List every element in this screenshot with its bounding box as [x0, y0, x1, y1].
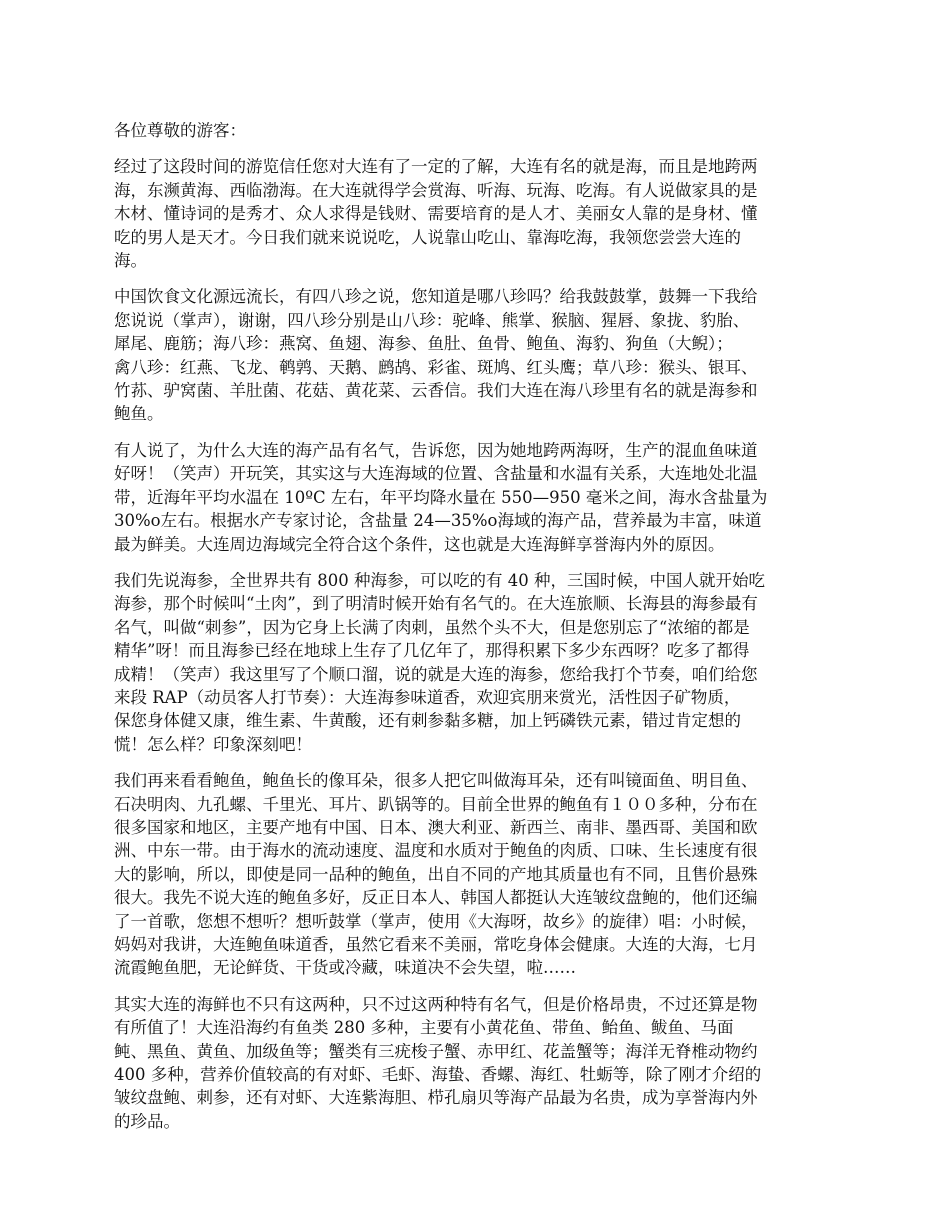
- paragraph-other-seafood: [114, 993, 840, 1133]
- text-line: 好呀！（笑声）开玩笑，其实这与大连海域的位置、含盐量和水温有关系，大连地处北温: [114, 464, 758, 484]
- text-line: 我们再来看看鲍鱼，鲍鱼长的像耳朵，很多人把它叫做海耳朵，还有叫镜面鱼、明目鱼、: [114, 771, 758, 791]
- text-line: 400 多种，营养价值较高的有对虾、毛虾、海蛰、香螺、海红、牡蛎等，除了刚才介绍的: [114, 1065, 762, 1085]
- text-line: 保您身体健又康，维生素、牛黄酸，还有刺参黏多糖，加上钙磷铁元素，错过肯定想的: [114, 711, 741, 731]
- paragraph-sea-conditions: [114, 439, 840, 556]
- text-line: 来段 RAP（动员客人打节奏）：大连海参味道香，欢迎宾朋来赏光，活性因子矿物质，: [114, 687, 741, 707]
- text-line: 大的影响，所以，即使是同一品种的鲍鱼，出自不同的产地其质量也有不同，且售价悬殊: [114, 864, 758, 884]
- paragraph-intro: [114, 155, 840, 272]
- text-line: 鲍鱼。: [114, 404, 164, 424]
- text-line: 木材、懂诗词的是秀才、众人求得是钱财、需要培育的是人才、美丽女人靠的是身材、懂: [114, 204, 758, 224]
- paragraph-eight-delicacies: [114, 285, 840, 425]
- text-line: 皱纹盘鲍、刺参，还有对虾、大连紫海胆、栉孔扇贝等海产品最为名贵，成为享誉海内外: [114, 1088, 758, 1108]
- greeting: 各位尊敬的游客：: [114, 121, 246, 140]
- text-line: 海，东濒黄海、西临渤海。在大连就得学会赏海、听海、玩海、吃海。有人说做家具的是: [114, 180, 758, 200]
- text-line: 成精！（笑声）我这里写了个顺口溜，说的就是大连的海参，您给我打个节奏，咱们给您: [114, 664, 758, 684]
- text-line: 中国饮食文化源远流长，有四八珍之说，您知道是哪八珍吗？给我鼓鼓掌，鼓舞一下我给: [114, 287, 758, 307]
- text-line: 石决明肉、九孔螺、千里光、耳片、趴锅等的。目前全世界的鲍鱼有１００多种，分布在: [114, 794, 758, 814]
- text-line: 吃的男人是天才。今日我们就来说说吃，人说靠山吃山、靠海吃海，我领您尝尝大连的: [114, 227, 741, 247]
- text-line: 禽八珍：红燕、飞龙、鹌鹑、天鹅、鹧鸪、彩雀、斑鸠、红头鹰；草八珍：猴头、银耳、: [114, 357, 758, 377]
- text-line: 其实大连的海鲜也不只有这两种，只不过这两种特有名气，但是价格昂贵，不过还算是物: [114, 994, 758, 1014]
- text-line: 鲀、黑鱼、黄鱼、加级鱼等；蟹类有三疣梭子蟹、赤甲红、花盖蟹等；海洋无脊椎动物约: [114, 1041, 758, 1061]
- text-line: 很多国家和地区，主要产地有中国、日本、澳大利亚、新西兰、南非、墨西哥、美国和欧: [114, 817, 758, 837]
- text-line: 有所值了！大连沿海约有鱼类 280 多种，主要有小黄花鱼、带鱼、鲐鱼、鲅鱼、马面: [114, 1018, 734, 1038]
- text-line: 带，近海年平均水温在 10ºC 左右，年平均降水量在 550—950 毫米之间，海水含盐量为: [114, 487, 768, 507]
- text-line: 经过了这段时间的游览信任您对大连有了一定的了解，大连有名的就是海，而且是地跨两: [114, 157, 758, 177]
- text-line: 流霞鲍鱼肥，无论鲜货、干货或冷藏，味道决不会失望，啦……: [114, 958, 576, 978]
- text-line: 您说说（掌声），谢谢，四八珍分别是山八珍：驼峰、熊掌、猴脑、猩唇、象拢、豹胎、: [114, 310, 750, 330]
- text-line: 洲、中东一带。由于海水的流动速度、温度和水质对于鲍鱼的肉质、口味、生长速度有很: [114, 841, 758, 861]
- text-line: 了一首歌，您想不想听？想听鼓掌（掌声，使用《大海呀，故乡》的旋律）唱：小时候，: [114, 911, 758, 931]
- text-line: 妈妈对我讲，大连鲍鱼味道香，虽然它看来不美丽，常吃身体会健康。大连的大海，七月: [114, 935, 758, 954]
- text-line: 最为鲜美。大连周边海域完全符合这个条件，这也就是大连海鲜享誉海内外的原因。: [114, 534, 725, 554]
- text-line: 精华”呀！而且海参已经在地球上生存了几亿年了，那得积累下多少东西呀？吃多了都得: [114, 641, 750, 661]
- text-line: 的珍品。: [114, 1111, 180, 1131]
- text-line: 慌！怎么样？印象深刻吧！: [114, 734, 312, 754]
- document-page: [114, 119, 840, 1146]
- text-line: 海。: [114, 251, 147, 271]
- paragraph-abalone: [114, 769, 840, 980]
- text-line: 有人说了，为什么大连的海产品有名气，告诉您，因为她地跨两海呀，生产的混血鱼味道: [114, 440, 758, 460]
- text-line: 名气，叫做“刺参”，因为它身上长满了肉刺，虽然个头不大，但是您别忘了“浓缩的都是: [114, 617, 750, 637]
- text-line: 30%o左右。根据水产专家讨论，含盐量 24—35%o海域的海产品，营养最为丰富，味道: [114, 511, 762, 531]
- text-line: 我们先说海参，全世界共有 800 种海参，可以吃的有 40 种，三国时候，中国人就开始吃: [114, 570, 765, 590]
- text-line: 很大。我先不说大连的鲍鱼多好，反正日本人、韩国人都挺认大连皱纹盘鲍的，他们还编: [114, 888, 758, 908]
- text-line: 犀尾、鹿筋；海八珍：燕窝、鱼翅、海参、鱼肚、鱼骨、鲍鱼、海豹、狗鱼（大鲵）；: [114, 334, 733, 354]
- text-line: 竹荪、驴窝菌、羊肚菌、花菇、黄花菜、云香信。我们大连在海八珍里有名的就是海参和: [114, 381, 758, 401]
- text-line: 海参，那个时候叫“土肉”，到了明清时候开始有名气的。在大连旅顺、长海县的海参最有: [114, 594, 758, 614]
- paragraph-sea-cucumber: [114, 569, 840, 756]
